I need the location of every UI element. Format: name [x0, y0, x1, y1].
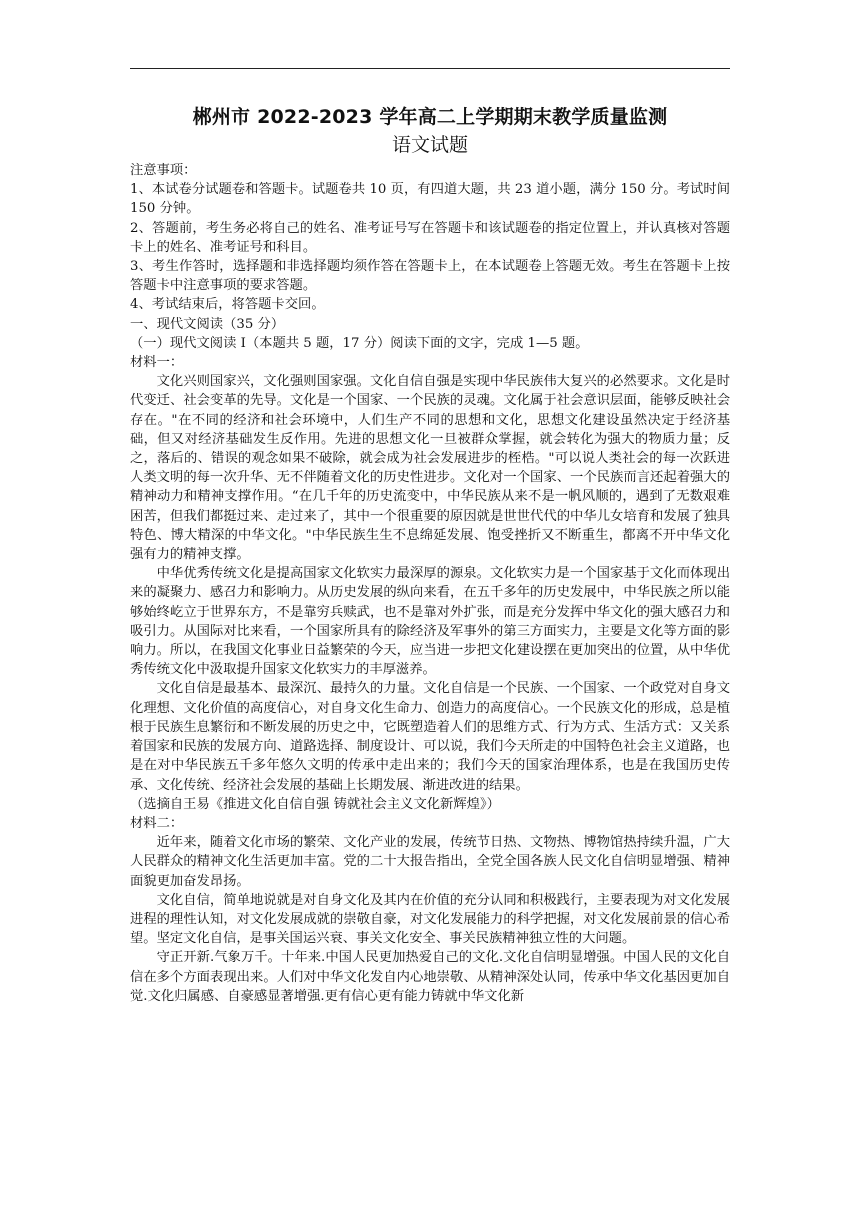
- exam-page: [130, 104, 730, 1006]
- top-rule: [130, 68, 730, 69]
- material-2-paragraph: 守正开新.气象万千。十年来.中国人民更加热爱自己的文化.文化自信明显增强。中国人民的文化自信在多个方面表现出来。人们对中华文化发自内心地崇敬、从精神深处认同，传承中华文化基因更加自觉.文化归属感、自豪感显著增强.更有信心更有能力铸就中华文化新: [130, 950, 730, 1004]
- page-title: 郴州市 2022-2023 学年高二上学期期末教学质量监测: [192, 106, 668, 128]
- material-2-paragraph: 文化自信，简单地说就是对自身文化及其内在价值的充分认同和积极践行，主要表现为对文化发展进程的理性认知，对文化发展成就的崇敬自豪，对文化发展能力的科学把握，对文化发展前景的信心希望。坚定文化自信，是事关国运兴衰、事关文化安全、事关民族精神独立性的大问题。: [130, 892, 730, 947]
- notes-heading: 注意事项：: [130, 163, 197, 178]
- note-item: 3、考生作答时，选择题和非选择题均须作答在答题卡上，在本试题卷上答题无效。考生在答题卡上按答题卡中注意事项的要求答题。: [130, 259, 730, 294]
- material-2-label: 材料二：: [130, 815, 184, 831]
- material-1-paragraph: 文化自信是最基本、最深沉、最持久的力量。文化自信是一个民族、一个国家、一个政党对自身文化理想、文化价值的高度信心，对自身文化生命力、创造力的高度信心。一个民族文化的形成，总是植根于民族生息繁衍和不断发展的历史之中，它既塑造着人们的思维方式、行为方式、生活方式：又关系着国家和民族的发展方向、道路选择、制度设计、可以说，我们今天所走的中国特色社会主义道路，也是在对中华民族五千多年悠久文明的传承中走出来的；我们今天的国家治理体系，也是在我国历史传承、文化传统、经济社会发展的基础上长期发展、渐进改进的结果。: [130, 681, 730, 793]
- material-1-label: 材料一：: [130, 355, 184, 371]
- material-1-source: （选摘自王易《推进文化自信自强 铸就社会主义文化新辉煌》）: [130, 796, 500, 812]
- note-item: 1、本试卷分试题卷和答题卡。试题卷共 10 页，有四道大题，共 23 道小题，满分 150 分。考试时间 150 分钟。: [130, 182, 730, 217]
- material-1-paragraph: 中华优秀传统文化是提高国家文化软实力最深厚的源泉。文化软实力是一个国家基于文化而体现出来的凝聚力、感召力和影响力。从历史发展的纵向来看，在五千多年的历史发展中，中华民族之所以能够始终屹立于世界东方，不是靠穷兵赎武，也不是靠对外扩张，而是充分发挥中华文化的强大感召力和吸引力。从国际对比来看，一个国家所具有的除经济及军事外的第三方面实力，主要是文化等方面的影响力。所以，在我国文化事业日益繁荣的今天，应当进一步把文化建设摆在更加突出的位置，从中华优秀传统文化中汲取提升国家文化软实力的丰厚滋养。: [130, 566, 730, 678]
- section-subheading: （一）现代文阅读 I（本题共 5 题，17 分）阅读下面的文字，完成 1—5 题。: [130, 335, 589, 351]
- note-item: 2、答题前，考生务必将自己的姓名、准考证号写在答题卡和该试题卷的指定位置上，并认真核对答题卡上的姓名、准考证号和科目。: [130, 220, 730, 255]
- page-subtitle: 语文试题: [391, 134, 468, 156]
- section-heading: 一、现代文阅读（35 分）: [130, 316, 285, 332]
- material-2-paragraph: 近年来，随着文化市场的繁荣、文化产业的发展，传统节日热、文物热、博物馆热持续升温，广大人民群众的精神文化生活更加丰富。党的二十大报告指出，全党全国各族人民文化自信明显增强、精神面貌更加奋发昂扬。: [130, 835, 730, 889]
- material-1-paragraph: 文化兴则国家兴，文化强则国家强。文化自信自强是实现中华民族伟大复兴的必然要求。文化是时代变迁、社会变革的先导。文化是一个国家、一个民族的灵魂。文化属于社会意识层面，能够反映社会存在。"在不同的经济和社会环境中，人们生产不同的思想和文化，思想文化建设虽然决定于经济基础，但又对经济基础发生反作用。先进的思想文化一旦被群众掌握，就会转化为强大的物质力量；反之，落后的、错误的观念如果不破除，就会成为社会发展进步的桎梏。"可以说人类社会的每一次跃进人类文明的每一次升华、无不伴随着文化的历史性进步。文化对一个国家、一个民族而言还起着强大的精神动力和精神支撑作用。“在几千年的历史流变中，中华民族从来不是一帆风顺的，遇到了无数艰难困苦，但我们都挺过来、走过来了，其中一个很重要的原因就是世世代代的中华儿女培育和发展了独具特色、博大精深的中华文化。"中华民族生生不息绵延发展、饱受挫折又不断重生，都离不开中华文化强有力的精神支撑。: [130, 374, 730, 563]
- note-item: 4、考试结束后，将答题卡交回。: [130, 297, 325, 313]
